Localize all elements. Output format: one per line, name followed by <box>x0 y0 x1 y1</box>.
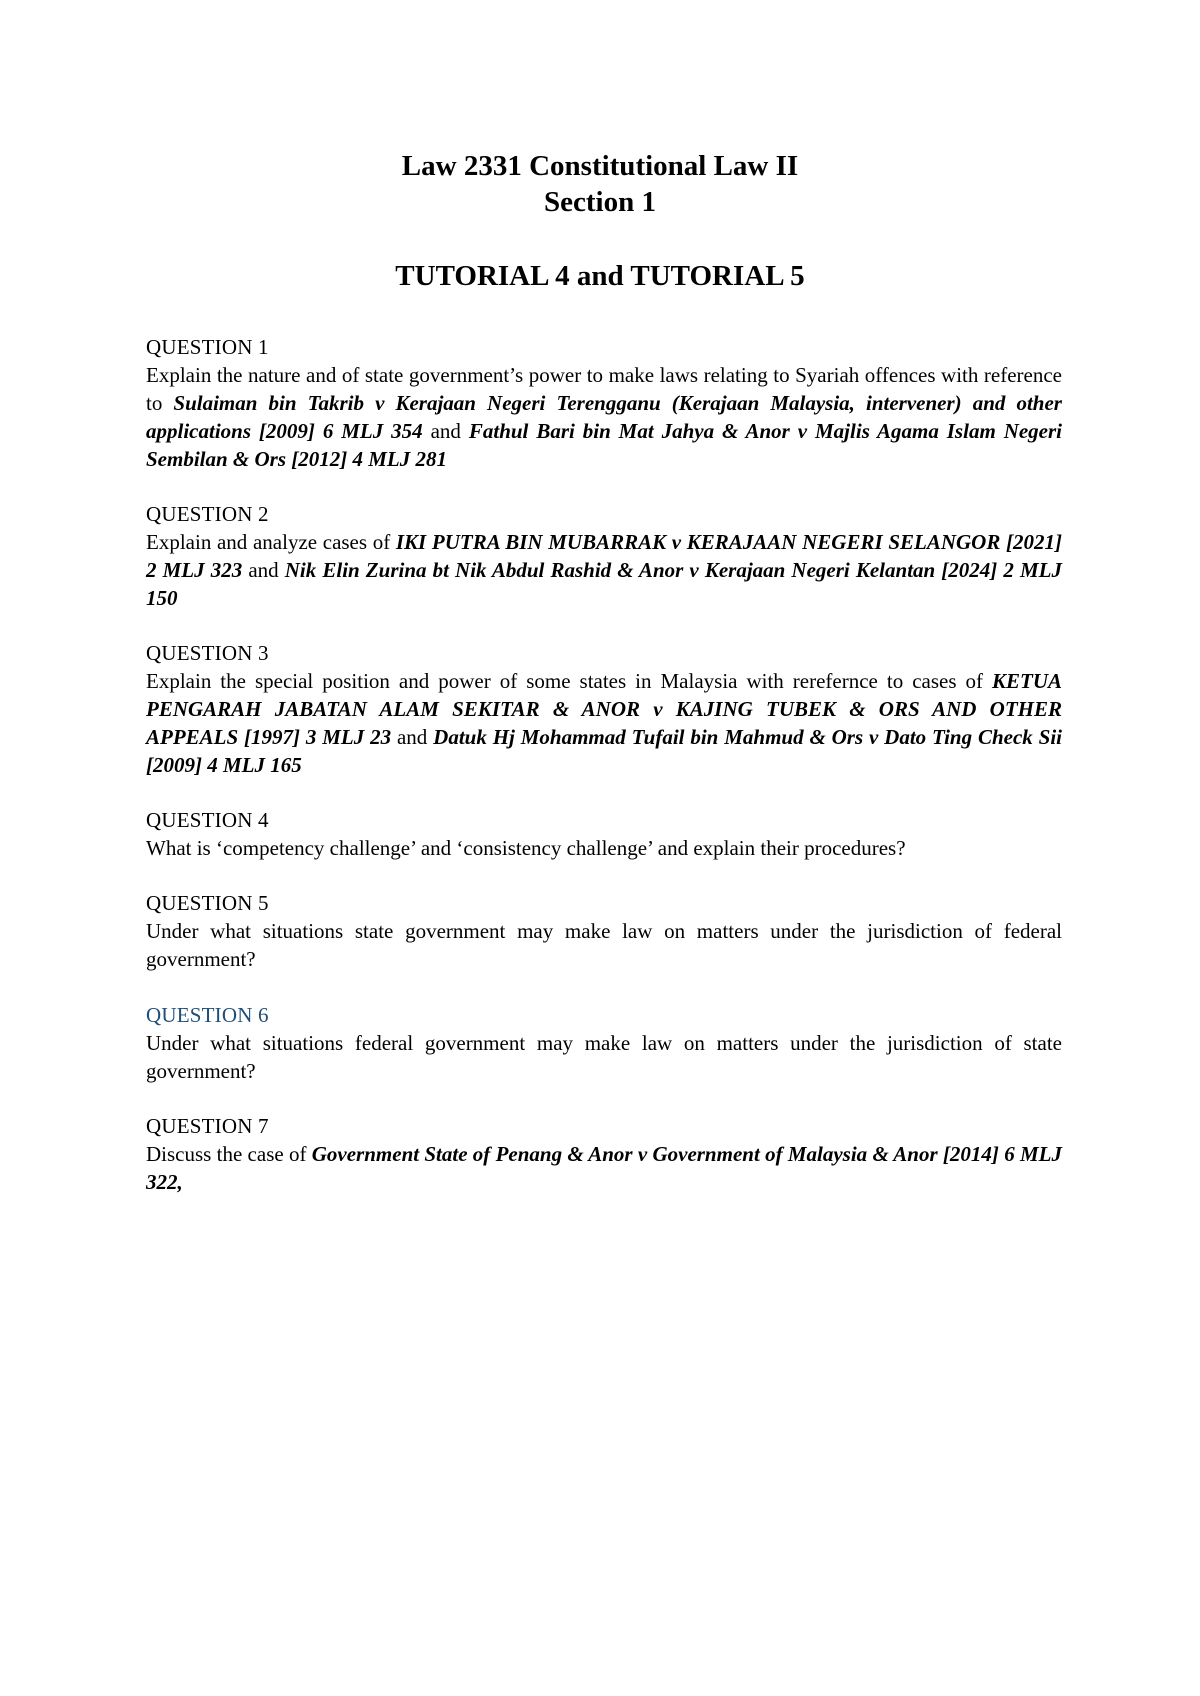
question-6-heading: QUESTION 6 <box>146 1003 269 1027</box>
question-7-body <box>146 1140 1062 1196</box>
question-7 <box>146 1112 1062 1196</box>
question-1-conjunction: and <box>422 419 469 443</box>
question-1-body <box>146 361 1062 473</box>
question-2-conjunction: and <box>242 558 285 582</box>
question-5-body: Under what situations state government may make law on matters under the jurisdiction of federal government? <box>146 919 1062 971</box>
question-2-text: Explain and analyze cases of <box>146 530 396 554</box>
question-2-case-1: IKI PUTRA BIN MUBARRAK v KERAJAAN NEGERI SELANGOR [2021] 2 MLJ 323 <box>146 530 1062 582</box>
question-1-case-2: Fathul Bari bin Mat Jahya & Anor v Majlis Agama Islam Negeri Sembilan & Ors [2012] 4 MLJ 281 <box>146 419 1063 471</box>
question-7-text: Discuss the case of <box>146 1142 312 1166</box>
question-3-body <box>146 667 1062 779</box>
question-3-conjunction: and <box>391 725 434 749</box>
question-6-body: Under what situations federal government may make law on matters under the jurisdiction of state government? <box>146 1031 1062 1083</box>
question-1-text: Explain the nature and of state government’s power to make laws relating to Syariah offences with reference to <box>146 363 1062 415</box>
question-4-heading: QUESTION 4 <box>146 808 269 832</box>
tutorial-title: TUTORIAL 4 and TUTORIAL 5 <box>395 260 805 292</box>
question-2-heading: QUESTION 2 <box>146 502 269 526</box>
question-2-case-2: Nik Elin Zurina bt Nik Abdul Rashid & Anor v Kerajaan Negeri Kelantan [2024] 2 MLJ 150 <box>146 558 1062 610</box>
question-6 <box>146 1001 1062 1085</box>
question-3-text: Explain the special position and power of some states in Malaysia with rerefernce to cases of <box>146 669 992 693</box>
question-2-body <box>146 528 1062 612</box>
question-1-heading: QUESTION 1 <box>146 335 269 359</box>
section-title: Section 1 <box>544 186 656 218</box>
question-7-heading: QUESTION 7 <box>146 1114 269 1138</box>
question-2 <box>146 500 1062 612</box>
question-3 <box>146 639 1062 779</box>
question-4 <box>146 806 1062 862</box>
question-4-body: What is ‘competency challenge’ and ‘consistency challenge’ and explain their procedures? <box>146 836 906 860</box>
question-5-heading: QUESTION 5 <box>146 891 269 915</box>
question-5 <box>146 889 1062 973</box>
course-title: Law 2331 Constitutional Law II <box>401 150 799 182</box>
question-1-case-1: Sulaiman bin Takrib v Kerajaan Negeri Terengganu (Kerajaan Malaysia, intervener) and other applications [2009] 6 MLJ 354 <box>146 391 1062 443</box>
question-1 <box>146 333 1062 473</box>
question-7-case-1: Government State of Penang & Anor v Government of Malaysia & Anor [2014] 6 MLJ 322, <box>146 1142 1062 1194</box>
question-3-case-2: Datuk Hj Mohammad Tufail bin Mahmud & Ors v Dato Ting Check Sii [2009] 4 MLJ 165 <box>146 725 1062 777</box>
question-3-heading: QUESTION 3 <box>146 641 269 665</box>
question-3-case-1: KETUA PENGARAH JABATAN ALAM SEKITAR & ANOR v KAJING TUBEK & ORS AND OTHER APPEALS [1997] 3 MLJ 23 <box>146 669 1062 749</box>
